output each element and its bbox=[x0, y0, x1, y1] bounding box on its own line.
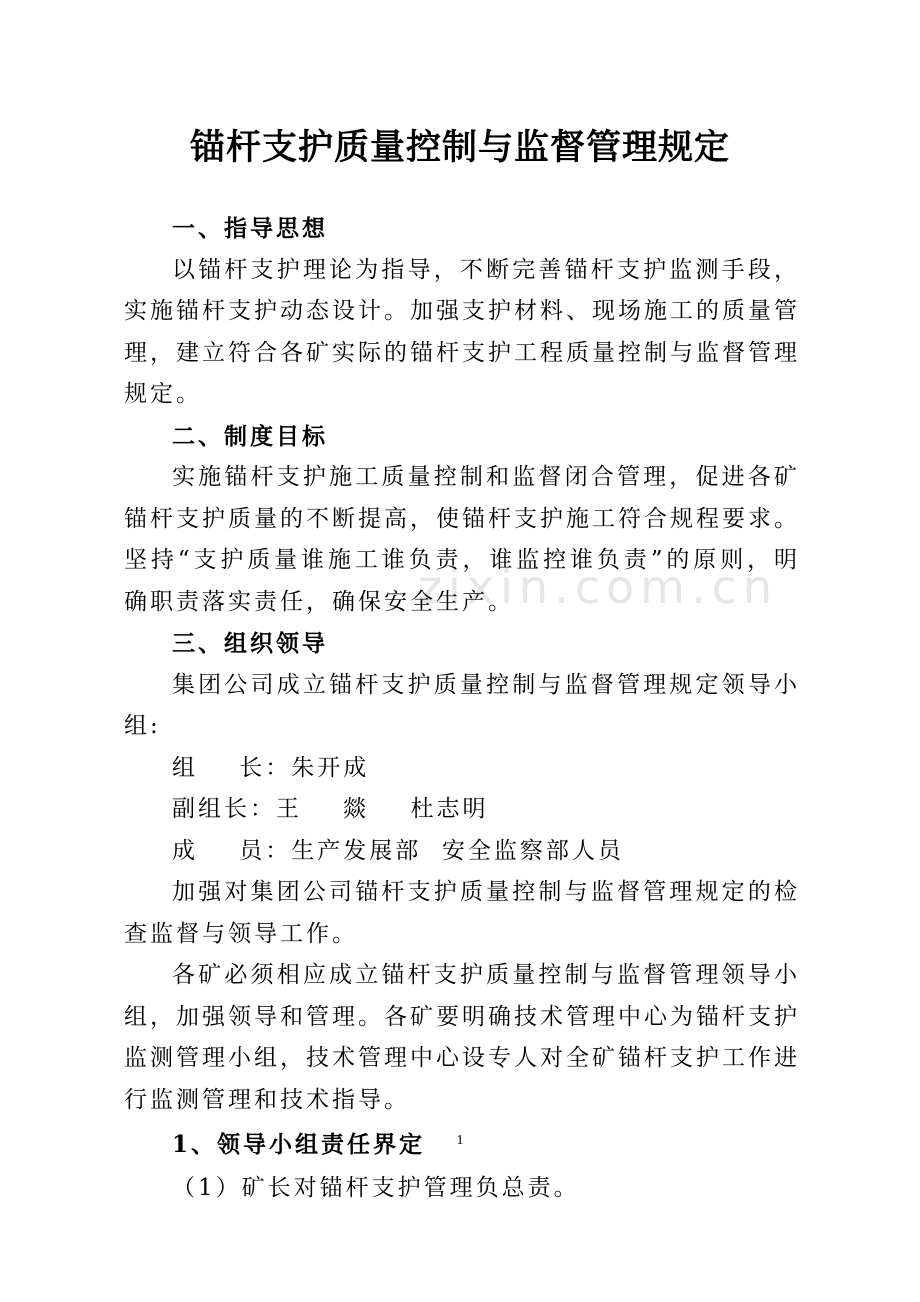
section-heading-organization: 三、组织领导 bbox=[172, 630, 328, 657]
section-heading-guiding-ideology: 一、指导思想 bbox=[172, 215, 328, 242]
section-heading-system-goals: 二、制度目标 bbox=[172, 422, 328, 450]
watermark: zixin.com.cn bbox=[418, 560, 779, 614]
leader-line: 组 长：朱开成 bbox=[172, 754, 370, 781]
members-line: 成 员：生产发展部 安全监察部人员 bbox=[172, 837, 624, 864]
paragraph-organization-intro: 集团公司成立锚杆支护质量控制与监督管理规定领导小组: bbox=[124, 671, 800, 739]
paragraph-system-goals: 实施锚杆支护施工质量控制和监督闭合管理，促进各矿锚杆支护质量的不断提高，使锚杆支护施工符合规程要求。坚持“支护质量谁施工谁负责，谁监控谁负责”的原则，明确职责落实责任，确保安全生产。 bbox=[124, 464, 800, 615]
document-body bbox=[124, 208, 800, 1209]
list-item-mine-director: （1）矿长对锚杆支护管理负总责。 bbox=[172, 1174, 580, 1201]
paragraph-organization-supervision: 加强对集团公司锚杆支护质量控制与监督管理规定的检查监督与领导工作。 bbox=[124, 879, 800, 947]
paragraph-guiding-ideology: 以锚杆支护理论为指导，不断完善锚杆支护监测手段，实施锚杆支护动态设计。加强支护材料、现场施工的质量管理，建立符合各矿实际的锚杆支护工程质量控制与监督管理规定。 bbox=[124, 256, 800, 407]
document-title: 锚杆支护质量控制与监督管理规定 bbox=[189, 127, 730, 168]
page-number: 1 bbox=[456, 1133, 464, 1148]
subsection-heading-responsibility: 1、领导小组责任界定 bbox=[172, 1131, 426, 1158]
paragraph-organization-mines: 各矿必须相应成立锚杆支护质量控制与监督管理领导小组，加强领导和管理。各矿要明确技术管理中心为锚杆支护监测管理小组，技术管理中心设专人对全矿锚杆支护工作进行监测管理和技术指导。 bbox=[124, 962, 800, 1113]
deputy-leader-line: 副组长：王 燚 杜志明 bbox=[172, 796, 489, 822]
